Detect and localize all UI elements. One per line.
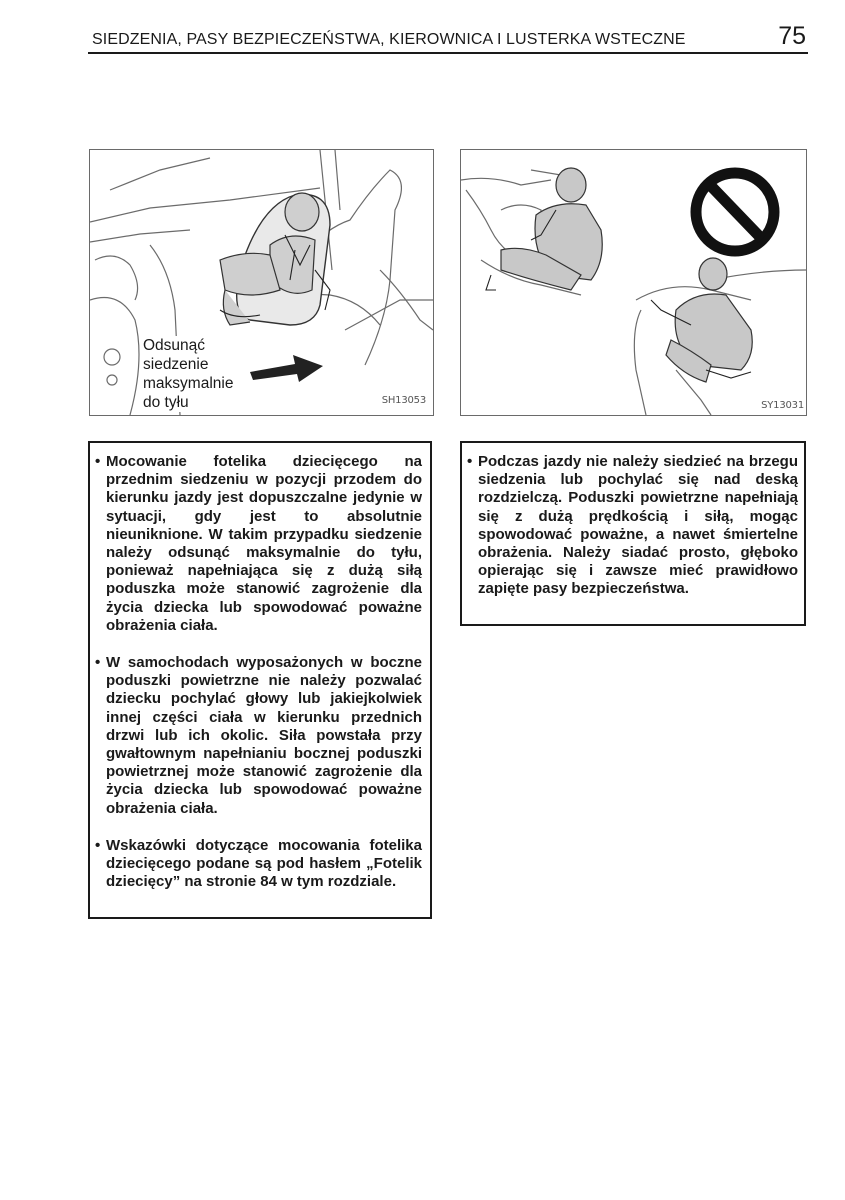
posture-illustration [460,149,807,416]
posture-drawing [461,150,806,415]
child-seat-illustration [89,149,434,416]
figure-caption [143,336,235,412]
caption-line: siedzenie [143,356,209,373]
child-seat-drawing [90,150,433,415]
caption-line: maksymalnie [143,375,234,392]
caption-line: do tyłu [143,394,189,411]
warning-box [88,441,432,919]
warning-item: • W samochodach wyposażonych w boczne poduszki powietrzne nie należy pozwalać dziecku pochylać głowy lub jakiejkolwiek innej części ciała w kierunku przednich drzwi lub ich okolic. Siła powstała przy gwałtownym napełnianiu bocznej poduszki powietrznej może stanowić zagrożenie dla życia dziecka lub spowodować poważne obrażenia ciała. [90,654,422,818]
caption-line: Odsunąć [143,337,206,354]
warning-box [460,441,806,626]
warning-list [462,453,804,599]
warning-item: • Wskazówki dotyczące mocowania fotelika dziecięcego podane są pod hasłem „Fotelik dziecięcy” na stronie 84 w tym rozdziale. [90,837,422,892]
warning-item: • Mocowanie fotelika dziecięcego na przednim siedzeniu w pozycji przodem do kierunku jazdy jest dopuszczalne jedynie w sytuacji, gdy jest to absolutnie nieuniknione. W takim przypadku siedzenie należy odsunąć maksymalnie do tyłu, ponieważ napełniająca się z dużą siłą poduszka może stanowić zagrożenie dla życia dziecka lub spowodować poważne obrażenia ciała. [90,453,422,635]
arrow-right-icon [250,355,323,382]
prohibition-icon [696,173,774,251]
page-header [88,24,808,54]
page-number: 75 [778,22,806,50]
warning-list [90,453,430,891]
header-title: SIEDZENIA, PASY BEZPIECZEŃSTWA, KIEROWNICA I LUSTERKA WSTECZNE [92,31,686,48]
warning-item: • Podczas jazdy nie należy siedzieć na brzegu siedzenia lub pochylać się nad deską rozdzielczą. Poduszki powietrzne napełniają się z dużą prędkością i siłą, mogąc spowodować poważne, a nawet śmiertelne obrażenia. Należy siadać prosto, głęboko opierając się i zawsze mieć prawidłowo zapięte pasy bezpieczeństwa. [462,453,798,599]
figure-code: SY13031 [761,400,804,411]
figure-code: SH13053 [381,395,426,406]
